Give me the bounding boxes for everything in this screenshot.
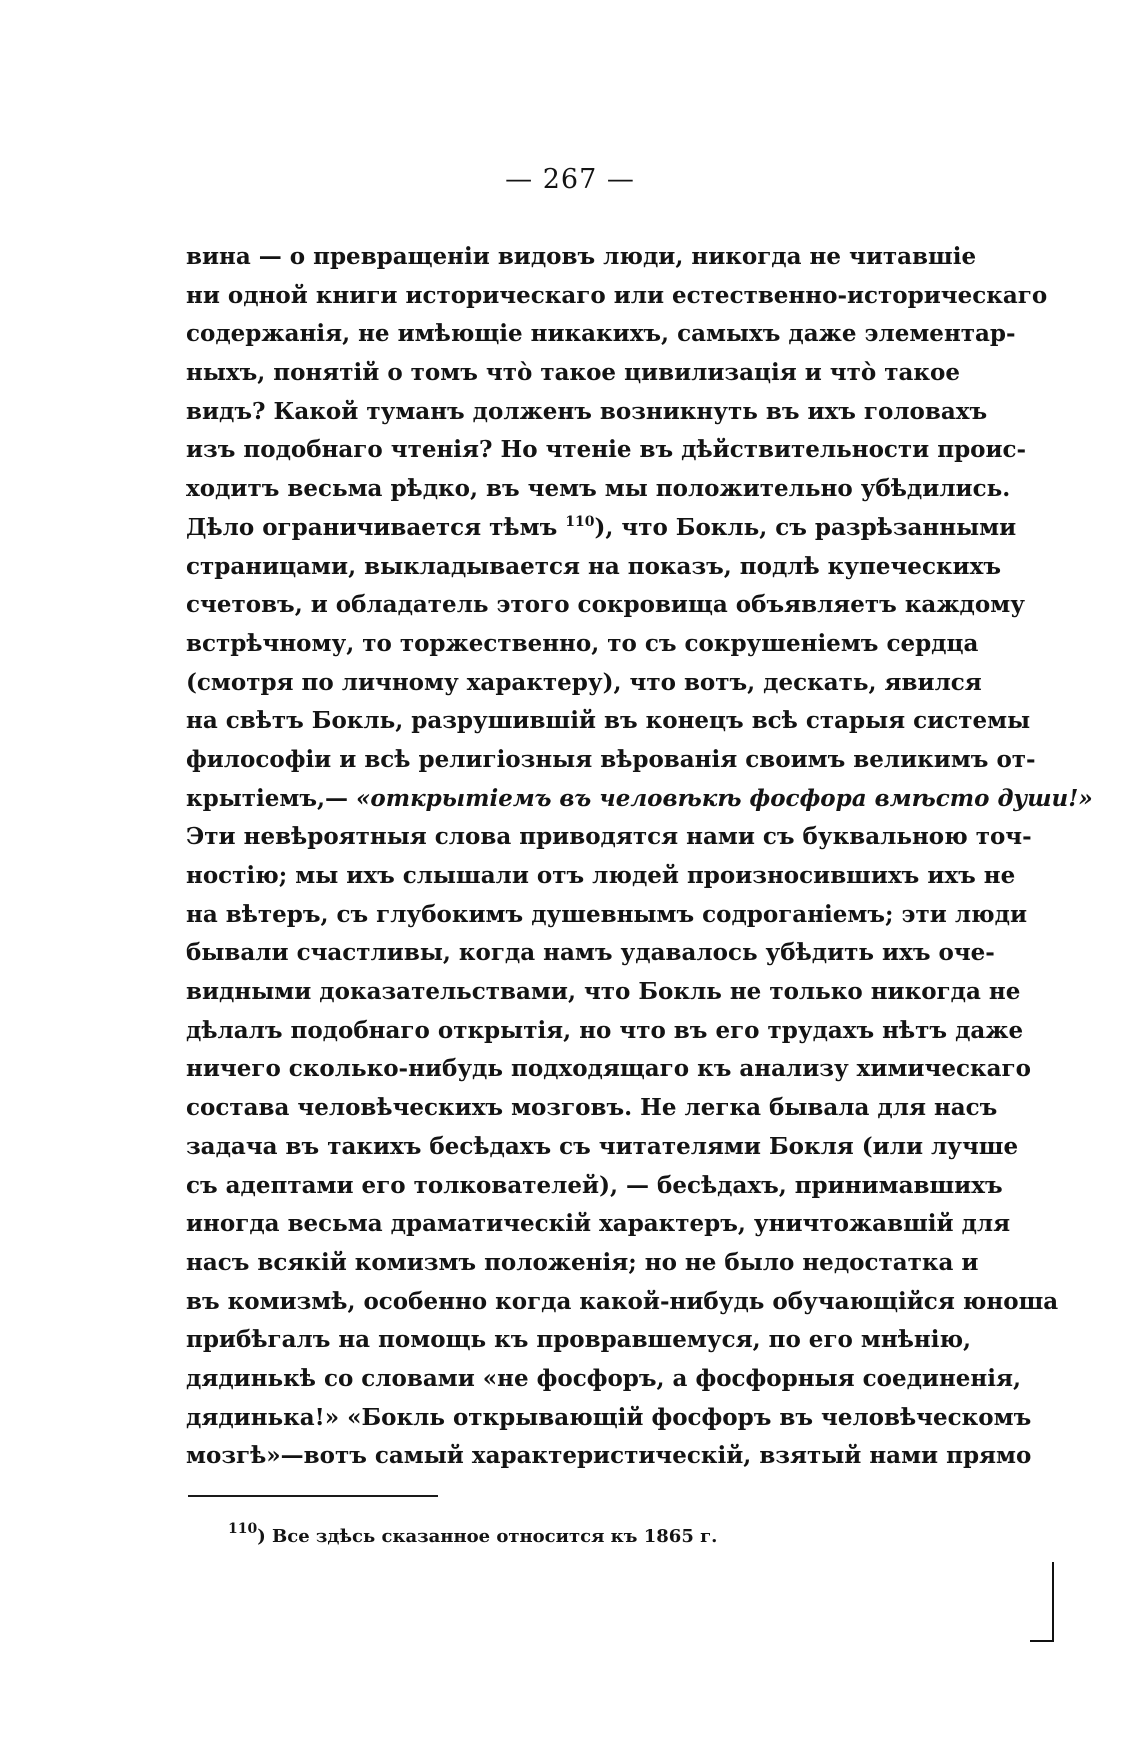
text-line: иногда весьма драматическій характеръ, уничтожавшій для (186, 1210, 1011, 1238)
text-line: съ адептами его толкователей), — бесѣдахъ, принимавшихъ (186, 1171, 1003, 1199)
text-line: философіи и всѣ религіозныя вѣрованія своимъ великимъ от- (186, 745, 1036, 773)
footnote-number: 110 (228, 1521, 258, 1537)
text-line: въ комизмѣ, особенно когда какой-нибудь обучающійся юноша (186, 1287, 1059, 1315)
text-line: бывали счастливы, когда намъ удавалось убѣдить ихъ оче- (186, 939, 995, 967)
text-line: видъ? Какой туманъ долженъ возникнуть въ ихъ головахъ (186, 397, 988, 425)
text-line: дядинькѣ со словами «не фосфоръ, а фосфорныя соединенія, (186, 1364, 1022, 1392)
text-line: дядинька!» «Бокль открывающій фосфоръ въ человѣческомъ (186, 1403, 1032, 1431)
text-line: состава человѣческихъ мозговъ. Не легка бывала для насъ (186, 1094, 998, 1122)
text-line: ничего сколько-нибудь подходящаго къ анализу химическаго (186, 1055, 1031, 1083)
text-line: мозгѣ»—вотъ самый характеристическій, взятый нами прямо (186, 1442, 1032, 1470)
text-line: видными доказательствами, что Бокль не только никогда не (186, 978, 1021, 1006)
footnote (228, 1521, 718, 1547)
footnote-divider (188, 1495, 438, 1497)
text-line (186, 780, 1093, 819)
body-text (186, 238, 1093, 1476)
italic-quote: «открытіемъ въ человѣкѣ фосфора вмѣсто души!» (356, 784, 1093, 812)
text-line: (смотря по личному характеру), что вотъ, дескать, явился (186, 668, 982, 696)
text-line: содержанія, не имѣющіе никакихъ, самыхъ даже элементар- (186, 320, 1016, 348)
text-line: задача въ такихъ бесѣдахъ съ читателями Бокля (или лучше (186, 1132, 1019, 1160)
text-line: ни одной книги историческаго или естественно-историческаго (186, 281, 1048, 309)
footnote-reference: 110 (565, 513, 595, 530)
text-line: ходитъ весьма рѣдко, въ чемъ мы положительно убѣдились. (186, 475, 1011, 503)
page-number: — 267 — (505, 164, 635, 195)
text-line: на свѣтъ Бокль, разрушившій въ конецъ всѣ старыя системы (186, 707, 1031, 735)
text-line: страницами, выкладывается на показъ, подлѣ купеческихъ (186, 552, 1001, 580)
text-line: прибѣгалъ на помощь къ провравшемуся, по его мнѣнію, (186, 1326, 972, 1354)
crop-mark (1052, 1562, 1054, 1642)
footnote-text: ) Все здѣсь сказанное относится къ 1865 г. (257, 1526, 718, 1547)
text-line: насъ всякій комизмъ положенія; но не было недостатка и (186, 1248, 979, 1276)
crop-mark (1030, 1640, 1054, 1642)
text-line: изъ подобнаго чтенія? Но чтеніе въ дѣйствительности проис- (186, 436, 1027, 464)
text-segment: крытіемъ,— (186, 784, 348, 812)
text-line: Эти невѣроятныя слова приводятся нами съ буквальною точ- (186, 823, 1032, 851)
text-segment: Дѣло ограничивается тѣмъ (186, 513, 558, 541)
text-line: ныхъ, понятій о томъ что̀ такое цивилизація и что̀ такое (186, 359, 960, 387)
text-line: встрѣчному, то торжественно, то съ сокрушеніемъ сердца (186, 629, 979, 657)
text-line: вина — о превращеніи видовъ люди, никогда не читавшіе (186, 243, 977, 270)
text-line: на вѣтеръ, съ глубокимъ душевнымъ содроганіемъ; эти люди (186, 900, 1028, 928)
text-segment: ), что Бокль, съ разрѣзанными (594, 513, 1017, 541)
text-line: счетовъ, и обладатель этого сокровища объявляетъ каждому (186, 591, 1025, 619)
text-line: ностію; мы ихъ слышали отъ людей произносившихъ ихъ не (186, 862, 1016, 889)
text-line: дѣлалъ подобнаго открытія, но что въ его трудахъ нѣтъ даже (186, 1016, 1024, 1044)
text-line (186, 509, 1017, 548)
